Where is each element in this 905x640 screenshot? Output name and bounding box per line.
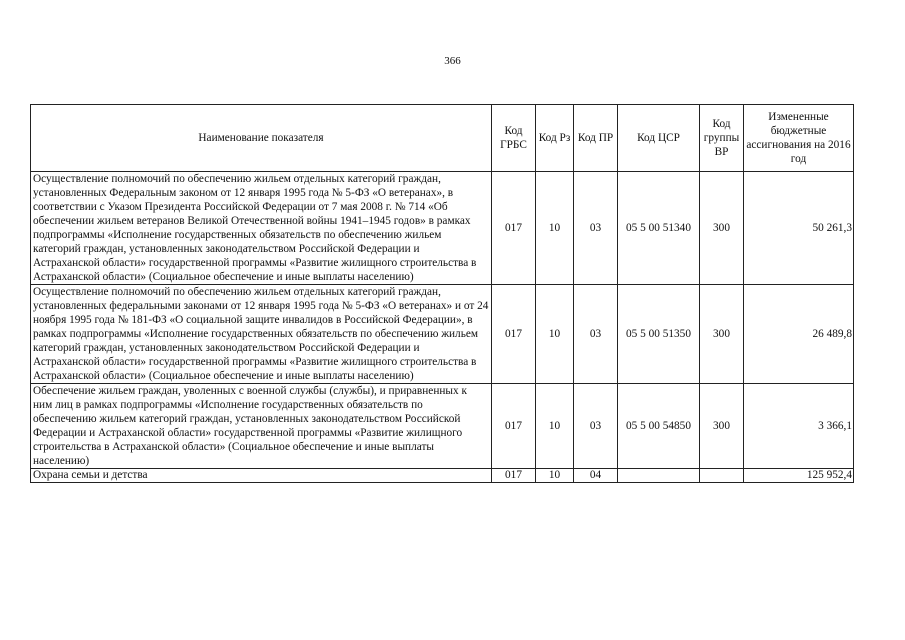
row-name: Обеспечение жильем граждан, уволенных с военной службы (службы), и приравненных к ним лиц в рамках подпрограммы «Исполнение государственных обязательств по обеспечению жильем категорий граждан, установленных законодательством Российской Федерации и Астраханской области» государственной программы «Развитие жилищного строительства в Астраханской области» (Социальное обеспечение и иные выплаты населению) (31, 384, 492, 469)
header-vr: Код группы ВР (700, 105, 744, 172)
header-csr: Код ЦСР (618, 105, 700, 172)
row-name: Осуществление полномочий по обеспечению жильем отдельных категорий граждан, установленных федеральными законами от 12 января 1995 года № 5-ФЗ «О ветеранах» и от 24 ноября 1995 года № 181-ФЗ «О социальной защите инвалидов в Российской Федерации», в рамках подпрограммы «Исполнение государственных обязательств по обеспечению жильем категорий граждан, установленных законодательством Российской Федерации и Астраханской области» государственной программы «Развитие жилищного строительства в Астраханской области» (Социальное обеспечение и иные выплаты населению) (31, 285, 492, 384)
row-grbs: 017 (492, 172, 536, 285)
header-rz: Код Рз (536, 105, 574, 172)
row-rz: 10 (536, 469, 574, 483)
row-vr: 300 (700, 285, 744, 384)
row-grbs: 017 (492, 285, 536, 384)
page-number: 366 (444, 55, 461, 67)
header-amount: Измененные бюджетные ассигнования на 2016 год (744, 105, 854, 172)
table-row (31, 469, 854, 483)
row-amount: 3 366,1 (744, 384, 854, 469)
row-csr: 05 5 00 51350 (618, 285, 700, 384)
budget-table (30, 104, 854, 483)
header-pr: Код ПР (574, 105, 618, 172)
row-vr: 300 (700, 172, 744, 285)
row-rz: 10 (536, 285, 574, 384)
row-vr: 300 (700, 384, 744, 469)
table-row (31, 285, 854, 384)
table-header-row (31, 105, 854, 172)
row-name: Осуществление полномочий по обеспечению жильем отдельных категорий граждан, установленных Федеральным законом от 12 января 1995 года № 5-ФЗ «О ветеранах», в соответствии с Указом Президента Российской Федерации от 7 мая 2008 г. № 714 «Об обеспечении жильем ветеранов Великой Отечественной войны 1941–1945 годов» в рамках подпрограммы «Исполнение государственных обязательств по обеспечению жильем категорий граждан, установленных законодательством Российской Федерации и Астраханской области» государственной программы «Развитие жилищного строительства в Астраханской области» (Социальное обеспечение и иные выплаты населению) (31, 172, 492, 285)
row-pr: 04 (574, 469, 618, 483)
row-rz: 10 (536, 384, 574, 469)
row-amount: 26 489,8 (744, 285, 854, 384)
row-pr: 03 (574, 285, 618, 384)
row-csr (618, 469, 700, 483)
row-grbs: 017 (492, 469, 536, 483)
header-name: Наименование показателя (31, 105, 492, 172)
row-pr: 03 (574, 384, 618, 469)
row-amount: 125 952,4 (744, 469, 854, 483)
header-grbs: Код ГРБС (492, 105, 536, 172)
table-row (31, 172, 854, 285)
row-csr: 05 5 00 54850 (618, 384, 700, 469)
row-csr: 05 5 00 51340 (618, 172, 700, 285)
table-row (31, 384, 854, 469)
row-vr (700, 469, 744, 483)
row-rz: 10 (536, 172, 574, 285)
row-name: Охрана семьи и детства (31, 469, 492, 483)
row-amount: 50 261,3 (744, 172, 854, 285)
row-grbs: 017 (492, 384, 536, 469)
row-pr: 03 (574, 172, 618, 285)
